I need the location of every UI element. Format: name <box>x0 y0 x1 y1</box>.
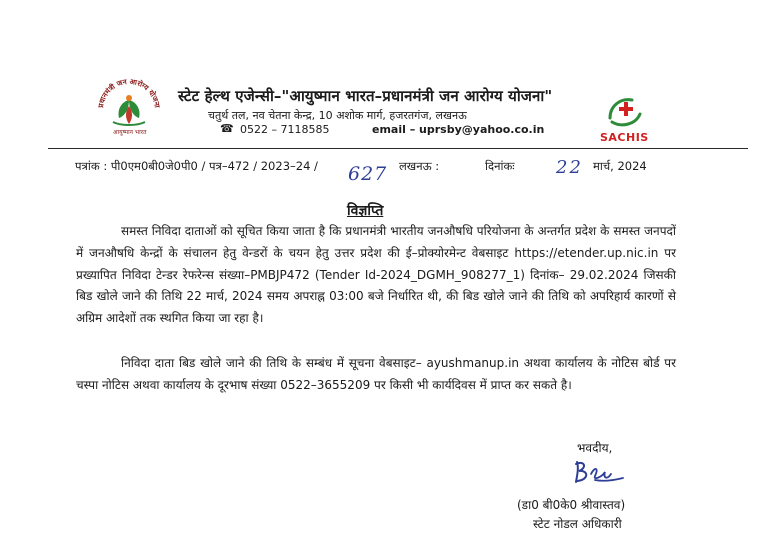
signatory-designation: स्टेट नोडल अधिकारी <box>533 517 622 531</box>
agency-phone: 0522 – 7118585 <box>240 123 330 136</box>
handwritten-dispatch-number: 627 <box>348 163 388 185</box>
date-label: दिनांकः <box>485 159 515 173</box>
signatory-name: (डा0 बी0के0 श्रीवास्तव) <box>517 498 626 512</box>
handwritten-date-day: 22 <box>556 157 583 178</box>
svg-text:प्रधानमंत्री जन आरोग्य योजना <box>96 77 162 110</box>
logo-bottom-text: आयुष्मान भारत <box>113 129 147 136</box>
closing-salutation: भवदीय, <box>577 441 613 455</box>
agency-email: email – uprsby@yahoo.co.in <box>372 123 545 136</box>
notice-paragraph-2: निविदा दाता बिड खोले जाने की तिथि के सम्बंध में सूचना वेबसाइट– ayushmanup.in अथवा कार्यालय के नोटिस बोर्ड पर चस्पा नोटिस अथवा कार्यालय के दूरभाष संख्या 0522–3655209 पर किसी भी कार्यदिवस में प्राप्त कर सकते है। <box>76 356 676 392</box>
pmjay-logo <box>95 76 163 138</box>
agency-address: चतुर्थ तल, नव चेतना केन्द्र, 10 अशोक मार्ग, हजरतगंज, लखनऊ <box>208 109 467 122</box>
sachis-label: SACHIS <box>600 131 649 144</box>
header-divider <box>48 148 748 149</box>
agency-title: स्टेट हेल्थ एजेन्सी–"आयुष्मान भारत–प्रधानमंत्री जन आरोग्य योजना" <box>178 87 553 105</box>
phone-icon: ☎ <box>220 122 234 135</box>
logo-arc-text: प्रधानमंत्री जन आरोग्य योजना <box>96 76 162 109</box>
medical-cross-icon <box>600 92 652 132</box>
date-month-year: मार्च, 2024 <box>593 159 647 173</box>
notice-paragraph-1: समस्त निविदा दाताओं को सूचित किया जाता है कि प्रधानमंत्री भारतीय जनऔषधि परियोजना के अन्तर्गत प्रदेश के समस्त जनपदों में जनऔषधि केन्द्रों के संचालन हेतु वेन्डरों के चयन हेतु उत्तर प्रदेश की ई–प्रोक्योरमेन्ट वेबसाइट https://etender.up.nic.in पर प्रख्यापित निविदा टेन्डर रेफरेन्स संख्या–PMBJP472 (Tender Id-2024_DGMH_908277_1) दिनांक– 29.02.2024 जिसकी बिड खोले जाने की तिथि 22 मार्च, 2024 समय अपराह्न 03:00 बजे निर्धारित थी, की बिड खोले जाने की तिथि को अपरिहार्य कारणों से अग्रिम आदेशों तक स्थगित किया जा रहा है। <box>76 224 676 326</box>
handwritten-signature <box>571 458 627 488</box>
place-label: लखनऊ : <box>399 159 440 173</box>
notice-heading: विज्ञप्ति <box>347 203 384 219</box>
reference-number: पत्रांक : पी0एम0बी0जे0पी0 / पत्र–472 / 2023–24 / <box>75 159 318 173</box>
